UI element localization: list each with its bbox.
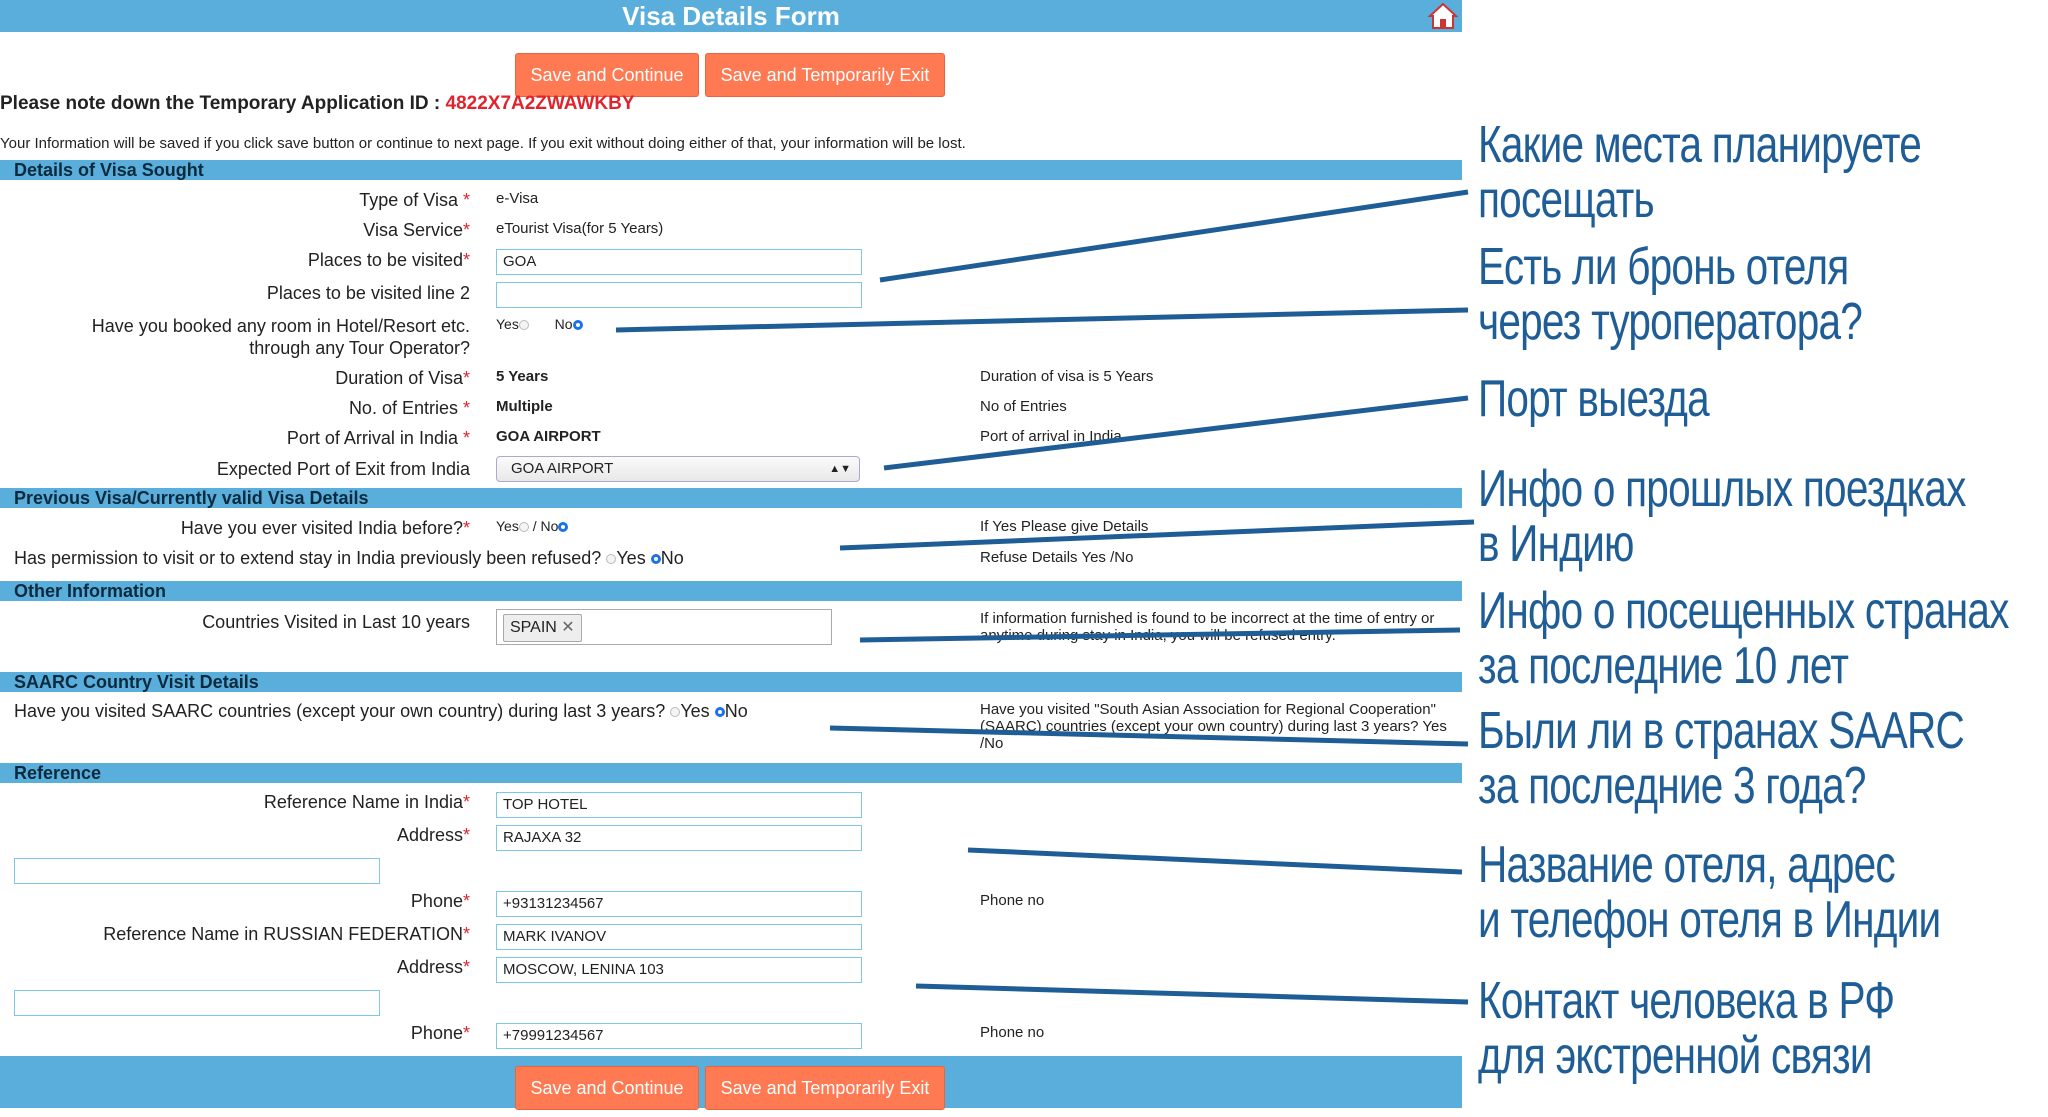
entries-value: Multiple <box>496 398 553 415</box>
line-hotel <box>616 310 1468 330</box>
save-continue-button-bottom[interactable]: Save and Continue <box>515 1066 699 1110</box>
remove-chip-icon[interactable]: ✕ <box>561 619 575 636</box>
type-of-visa-label: Type of Visa * <box>359 190 470 210</box>
ref-india-name-input[interactable]: TOP HOTEL <box>496 792 862 818</box>
hotel-label-1: Have you booked any room in Hotel/Resort etc. <box>91 316 470 336</box>
ref-india-address-input[interactable]: RAJAXA 32 <box>496 825 862 851</box>
ref-rf-address-label: Address* <box>396 957 470 977</box>
saarc-yes-label: Yes <box>680 701 710 721</box>
arrival-help: Port of arrival in India <box>980 428 1122 445</box>
page-title: Visa Details Form <box>0 0 1462 32</box>
section-other-info: Other Information <box>0 581 1462 601</box>
ref-rf-name-input[interactable]: MARK IVANOV <box>496 924 862 950</box>
visa-service-value: eTourist Visa(for 5 Years) <box>496 220 664 237</box>
save-exit-button-top[interactable]: Save and Temporarily Exit <box>705 53 945 97</box>
hotel-label-2: through any Tour Operator? <box>249 338 470 358</box>
visited-separator: / <box>528 518 541 534</box>
ref-india-phone-label: Phone* <box>410 891 470 911</box>
line-hotel-ref <box>968 850 1462 872</box>
saarc-no-label: No <box>724 701 748 721</box>
places2-label: Places to be visited line 2 <box>266 283 470 303</box>
refused-help: Refuse Details Yes /No <box>980 549 1134 566</box>
section-saarc: SAARC Country Visit Details <box>0 672 1462 692</box>
exit-port-label: Expected Port of Exit from India <box>216 459 470 479</box>
save-continue-button-top[interactable]: Save and Continue <box>515 53 699 97</box>
annotation-rf-contact: Контакт человека в РФ для экстренной связи <box>1478 972 1895 1085</box>
ref-india-address-label: Address* <box>396 825 470 845</box>
section-visa-sought: Details of Visa Sought <box>0 160 1462 180</box>
ref-rf-phone-label: Phone* <box>410 1023 470 1043</box>
refused-yes-label: Yes <box>616 548 646 568</box>
annotation-saarc: Были ли в странах SAARC за последние 3 года? <box>1478 702 1965 815</box>
line-rf-contact <box>916 986 1468 1002</box>
annotation-previous: Инфо о прошлых поездках в Индию <box>1478 460 1966 573</box>
line-places <box>880 192 1468 280</box>
visited-no-label: No <box>540 518 559 534</box>
line-port <box>884 398 1468 468</box>
exit-port-selected: GOA AIRPORT <box>511 460 614 477</box>
line-countries <box>860 630 1460 640</box>
section-reference: Reference <box>0 763 1462 783</box>
refused-label: Has permission to visit or to extend stay in India previously been refused? <box>14 548 602 568</box>
annotation-port: Порт выезда <box>1478 370 1709 428</box>
section-previous-visa: Previous Visa/Currently valid Visa Details <box>0 488 1462 508</box>
line-saarc <box>830 728 1468 744</box>
places-input[interactable]: GOA <box>496 249 862 275</box>
arrival-label: Port of Arrival in India * <box>286 428 470 448</box>
visited-yes-label: Yes <box>496 518 519 534</box>
ref-india-phone-help: Phone no <box>980 892 1045 909</box>
ref-rf-phone-input[interactable]: +79991234567 <box>496 1023 862 1049</box>
visited-india-label: Have you ever visited India before?* <box>180 518 470 538</box>
type-of-visa-value: e-Visa <box>496 190 539 207</box>
annotation-countries: Инфо о посещенных странах за последние 10 лет <box>1478 582 2009 695</box>
annotation-hotel: Есть ли бронь отеля через туроператора? <box>1478 238 1863 351</box>
save-note: Your Information will be saved if you click save button or continue to next page. If you exit without doing either of that, your information will be lost. <box>0 135 966 152</box>
visa-service-label: Visa Service* <box>363 220 470 240</box>
hotel-no-label: No <box>554 316 573 332</box>
ref-rf-address-input[interactable]: MOSCOW, LENINA 103 <box>496 957 862 983</box>
ref-india-phone-input[interactable]: +93131234567 <box>496 891 862 917</box>
refused-no-label: No <box>660 548 684 568</box>
annotation-places: Какие места планируете посещать <box>1478 116 1921 229</box>
duration-help: Duration of visa is 5 Years <box>980 368 1154 385</box>
places-label: Places to be visited* <box>307 250 470 270</box>
countries-help: If information furnished is found to be incorrect at the time of entry or anytime during stay in India, you will be refused entry. <box>980 610 1435 644</box>
select-arrows-icon: ▲▼ <box>829 463 851 475</box>
countries-label: Countries Visited in Last 10 years <box>202 612 470 632</box>
visited-help: If Yes Please give Details <box>980 518 1149 535</box>
country-chip: SPAIN ✕ <box>503 614 582 642</box>
ref-india-name-label: Reference Name in India* <box>263 792 470 812</box>
ref-rf-phone-help: Phone no <box>980 1024 1045 1041</box>
ref-rf-name-label: Reference Name in RUSSIAN FEDERATION* <box>103 924 470 944</box>
duration-label: Duration of Visa* <box>335 368 470 388</box>
save-exit-button-bottom[interactable]: Save and Temporarily Exit <box>705 1066 945 1110</box>
temp-id-label: Please note down the Temporary Application ID : <box>0 93 446 114</box>
line-previous <box>840 522 1474 548</box>
annotation-hotel-ref: Название отеля, адрес и телефон отеля в Индии <box>1478 836 1941 949</box>
arrival-value: GOA AIRPORT <box>496 428 601 445</box>
saarc-label: Have you visited SAARC countries (except your own country) during last 3 years? <box>14 701 666 721</box>
temp-id-value: 4822X7A2ZWAWKBY <box>445 93 635 114</box>
duration-value: 5 Years <box>496 368 549 385</box>
saarc-help: Have you visited "South Asian Association for Regional Cooperation" (SAARC) countries (except your own country) during last 3 years? Yes /No <box>980 701 1447 752</box>
entries-help: No of Entries <box>980 398 1067 415</box>
entries-label: No. of Entries * <box>348 398 470 418</box>
hotel-yes-label: Yes <box>496 316 519 332</box>
